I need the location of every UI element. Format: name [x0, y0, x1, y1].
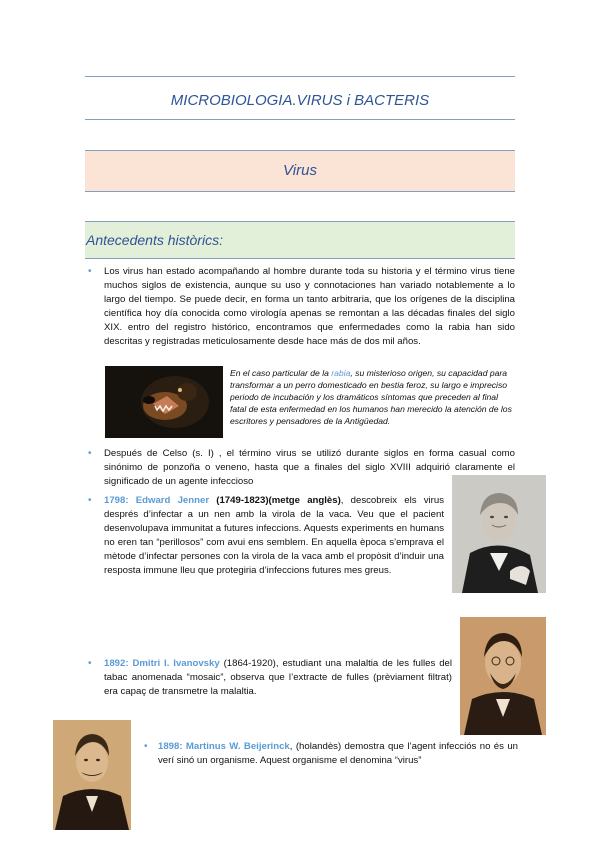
celso-paragraph: Después de Celso (s. I) , el término virus se utilizó durante siglos en forma casual como sinónimo de ponzoña o veneno, hasta que a finales del siglo XVIII adquirió claramente el significado de un agente infeccioso: [104, 448, 515, 487]
beijerinck-name: 1898: Martinus W. Beijerinck: [158, 741, 290, 752]
bullet-icon: •: [88, 658, 92, 669]
header-bottom-rule: [85, 119, 515, 120]
section-heading-box: [85, 150, 515, 192]
section-title: Virus: [283, 162, 317, 179]
subsection-heading-box: [85, 221, 515, 259]
jenner-dates: (1749-1823)(metge anglès): [216, 495, 341, 506]
ivanovsky-text: (1864-1920), estudiant una malaltia de les fulles del tabac anomenada “mosaic”, observa que l’extracte de fulles (prèviament filtrat) era capaç de transmetre la malaltia.: [104, 658, 452, 697]
header-top-rule: [85, 76, 515, 77]
bullet-icon: •: [88, 448, 92, 459]
rabia-link[interactable]: rabia: [331, 368, 351, 378]
ivanovsky-paragraph: [104, 657, 452, 699]
subsection-title: Antecedents històrics:: [86, 232, 223, 248]
beijerinck-paragraph: [158, 740, 518, 768]
jenner-text: , descobreix els virus després d’infectar a un nen amb la virola de la vaca. Veu que el pacient desenvolupava immunitat a futures infeccions. Aquests experiments en humans no eren tan “perillosos” com avui ens semblem. En aquella època s’emprava el mètode d’infectar persones con la virola de la vaca amb el propòsit d’induir una resposta immune lleu que protegiria d’infeccions futures mes greus.: [104, 495, 444, 576]
snarling-dog-photo: [105, 366, 223, 438]
page-title: MICROBIOLOGIA.VIRUS i BACTERIS: [170, 92, 430, 109]
edward-jenner-portrait: [452, 475, 546, 593]
intro-paragraph: Los virus han estado acompañando al hombre durante toda su historia y el término virus tiene muchos siglos de existencia, aunque su uso y connotaciones han variado notablemente a lo largo del tiempo. Se puede decir, en forma un tanto arbitraria, que los orígenes de la disciplina científica hoy día conocida como virología apenas se remontan a las décadas finales del siglo XIX. entro del registro histórico, encontramos que enfermedades como la rabia han sido descritas y registradas meticulosamente desde hace más de dos mil años.: [104, 266, 515, 347]
bullet-icon: •: [88, 495, 92, 506]
rabies-caption: [230, 367, 515, 427]
caption-post: , su misterioso origen, su capacidad para transformar a un perro domesticado en bestia feroz, su largo e impreciso periodo de incubación y los dramáticos síntomas que preceden al final fatal de esta enfermedad en los humanos han merecido la atención de los escritores y pensadores de la Antigüedad.: [230, 368, 512, 426]
ivanovsky-name: 1892: Dmitri I. Ivanovsky: [104, 658, 220, 669]
bullet-icon: •: [88, 266, 92, 277]
caption-pre: En el caso particular de la: [230, 368, 332, 378]
beijerinck-text: , (holandès) demostra que l’agent infecciós no és un verí sinó un organisme. Aquest organisme el denomina “virus”: [158, 741, 519, 766]
jenner-paragraph: [104, 494, 444, 578]
bullet-icon: •: [144, 741, 148, 752]
beijerinck-portrait: [53, 720, 131, 830]
jenner-name: 1798: Edward Jenner: [104, 495, 210, 506]
ivanovsky-portrait: [460, 617, 546, 735]
